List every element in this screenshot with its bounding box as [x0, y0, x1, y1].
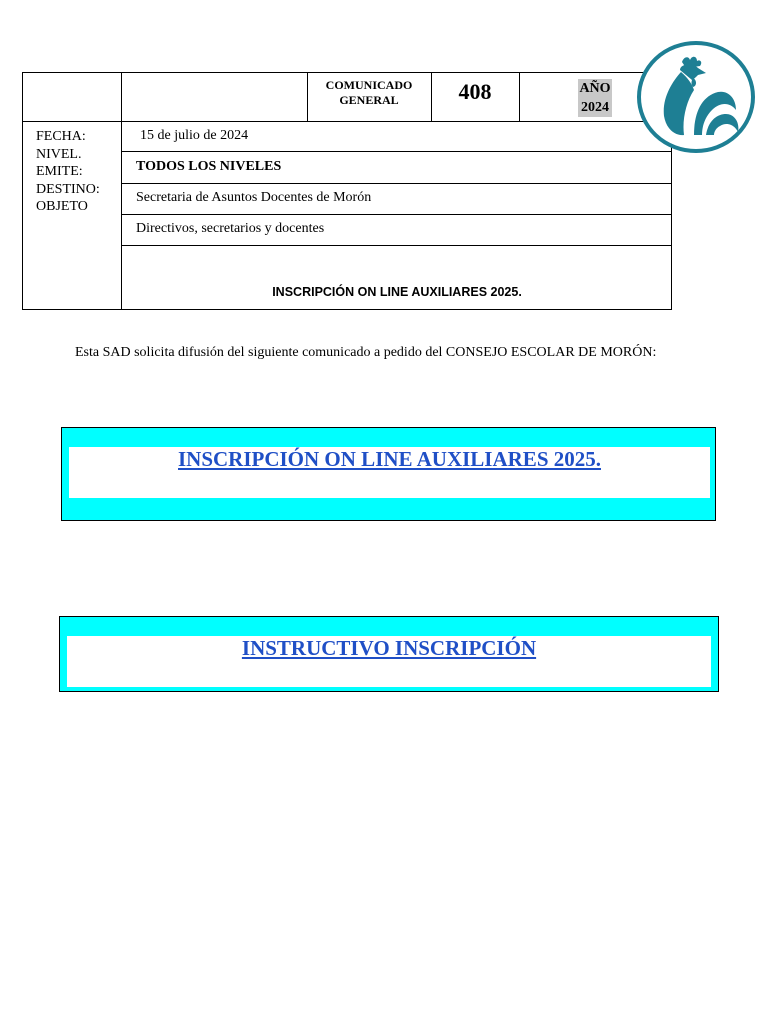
- row-divider: [121, 245, 671, 246]
- field-labels: [36, 128, 100, 216]
- label-nivel: NIVEL.: [36, 146, 82, 162]
- comunicado-line1: COMUNICADO: [325, 78, 413, 92]
- row-divider: [121, 214, 671, 215]
- header-table: [22, 72, 672, 310]
- inscripcion-link[interactable]: INSCRIPCIÓN ON LINE AUXILIARES 2025.: [178, 447, 601, 471]
- column-divider: [519, 73, 520, 121]
- instructivo-box: [59, 616, 719, 692]
- objeto-value: INSCRIPCIÓN ON LINE AUXILIARES 2025.: [272, 285, 522, 299]
- row-divider: [23, 121, 671, 122]
- destino-value: Directivos, secretarios y docentes: [136, 221, 325, 236]
- intro-text: Esta SAD solicita difusión del siguiente comunicado a pedido del CONSEJO ESCOLAR DE MORÓN:: [75, 345, 657, 360]
- comunicado-general-label: [307, 73, 431, 121]
- label-objeto: OBJETO: [36, 199, 88, 214]
- year-label: AÑO: [579, 81, 611, 96]
- label-destino: DESTINO:: [36, 181, 100, 197]
- instructivo-link[interactable]: INSTRUCTIVO INSCRIPCIÓN: [241, 636, 537, 660]
- emite-value: Secretaria de Asuntos Docentes de Morón: [136, 190, 372, 205]
- inscripcion-box-inner: [69, 447, 710, 498]
- comunicado-number: 408: [458, 79, 492, 104]
- label-fecha: FECHA:: [36, 129, 86, 144]
- row-divider: [121, 151, 671, 152]
- instructivo-box-inner: [67, 636, 711, 687]
- fecha-value: 15 de julio de 2024: [140, 128, 249, 143]
- year-block: [578, 79, 612, 117]
- year-value: 2024: [581, 100, 609, 115]
- column-divider: [121, 73, 122, 309]
- row-divider: [121, 183, 671, 184]
- nivel-value: TODOS LOS NIVELES: [136, 159, 282, 174]
- label-emite: EMITE:: [36, 164, 83, 179]
- rooster-logo-icon: [636, 40, 756, 154]
- comunicado-line2: GENERAL: [339, 93, 399, 107]
- inscripcion-box: [61, 427, 716, 521]
